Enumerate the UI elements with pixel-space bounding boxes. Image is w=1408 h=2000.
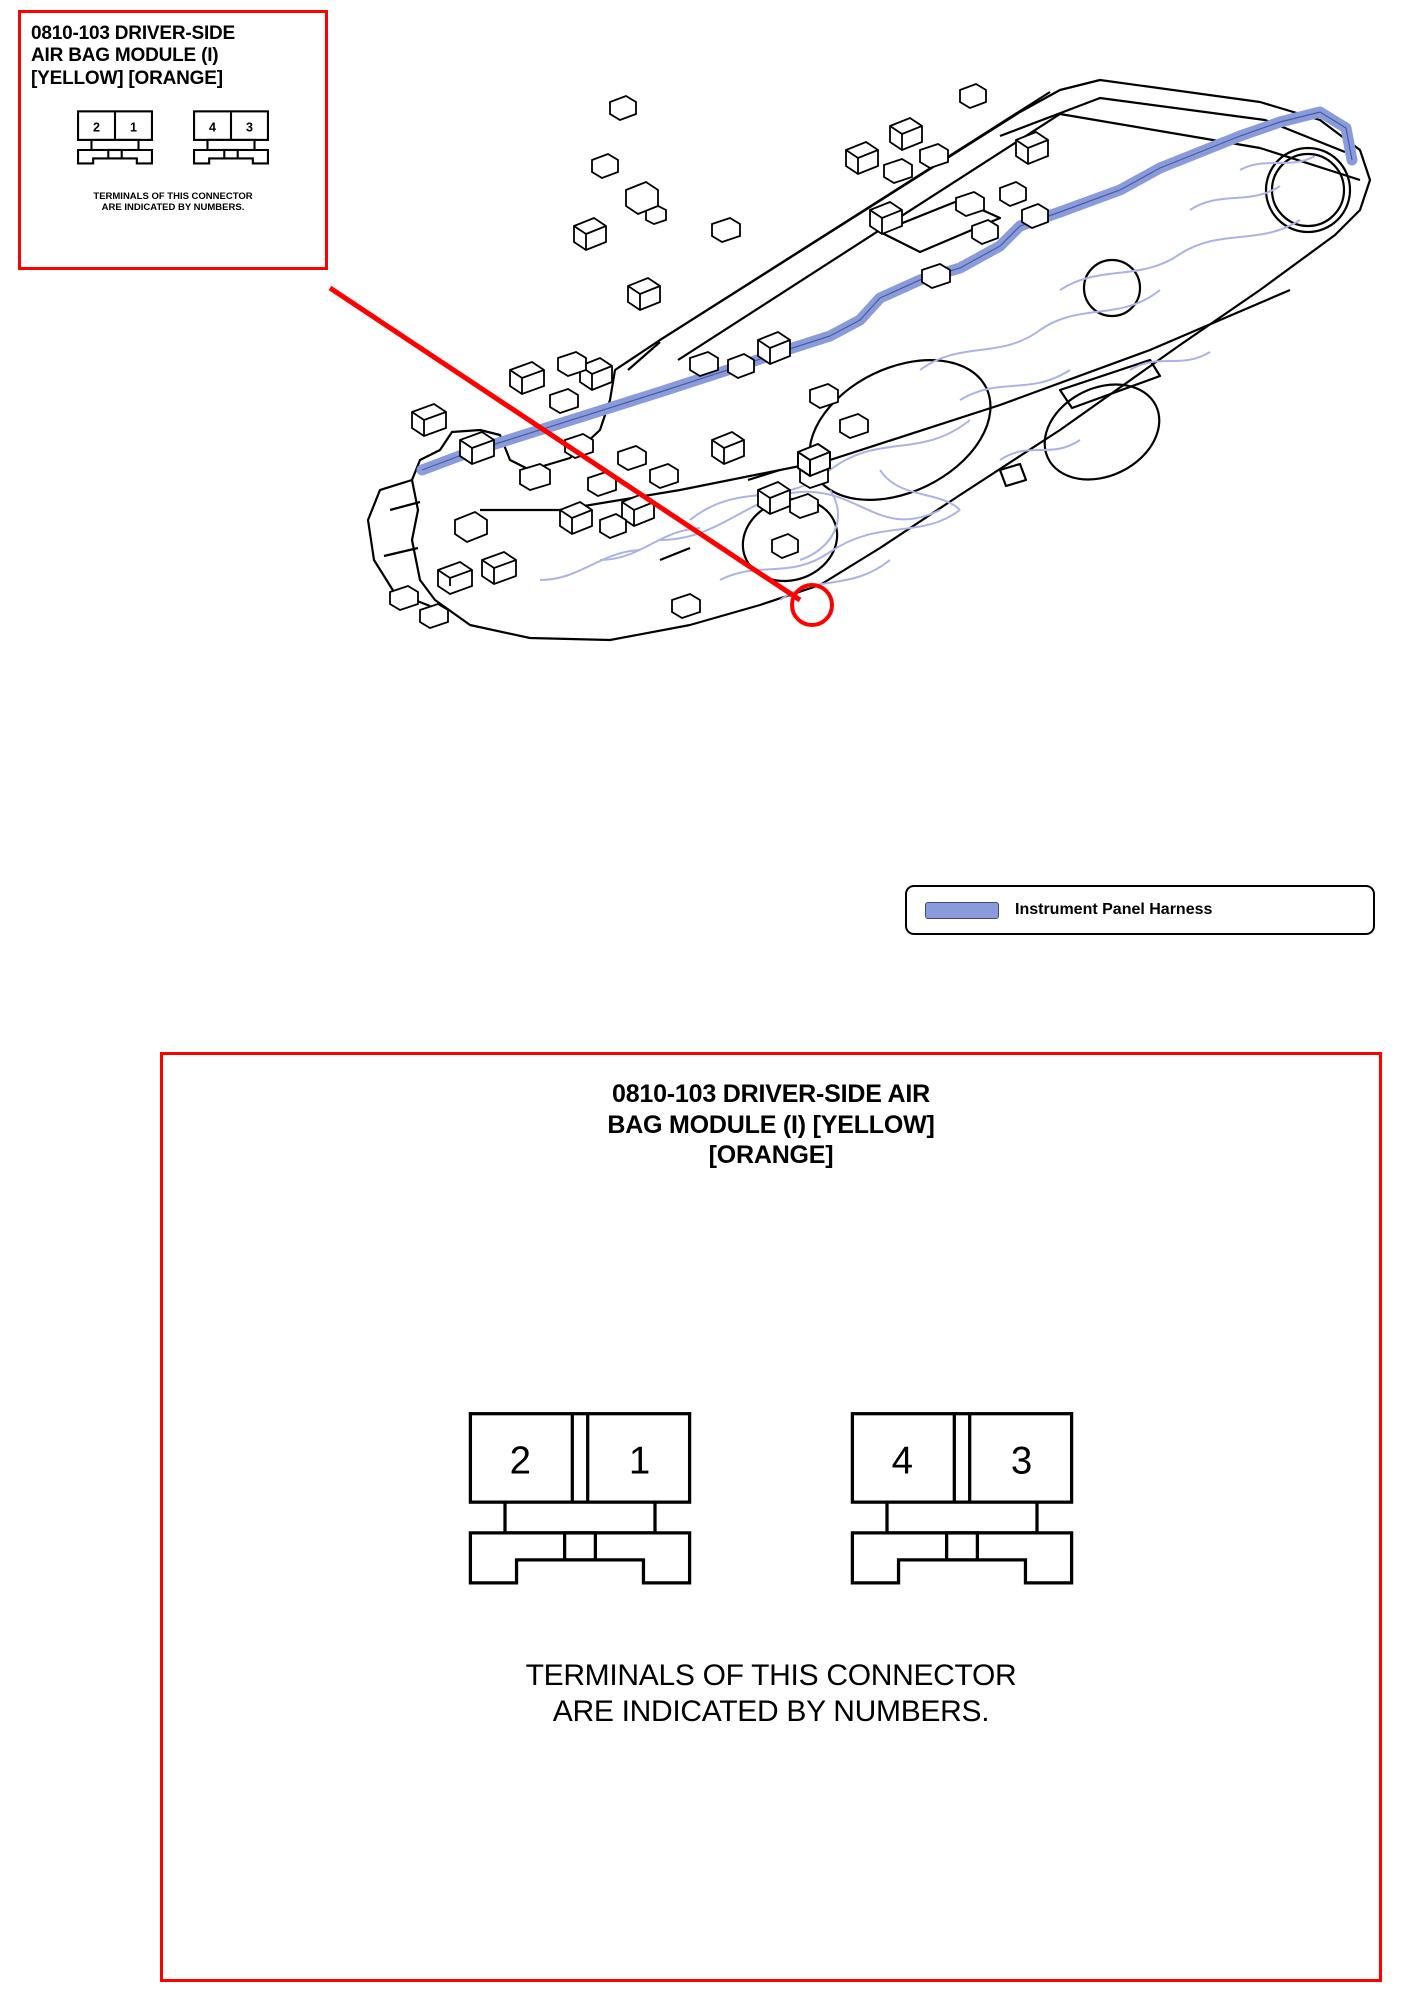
detail-right-terminal-4: 4	[891, 1438, 914, 1482]
callout-title-line-1: 0810-103 DRIVER-SIDE	[31, 23, 236, 44]
legend-label: Instrument Panel Harness	[1015, 901, 1213, 918]
detail-note	[163, 1658, 1379, 1730]
callout-title-line-3: [YELLOW] [ORANGE]	[31, 67, 223, 89]
callout-right-terminal-4: 4	[209, 120, 217, 135]
legend	[905, 885, 1375, 935]
instrument-panel-illustration	[360, 40, 1380, 650]
callout-left-terminal-2: 2	[93, 120, 101, 135]
detail-title-line-1: 0810-103 DRIVER-SIDE AIR	[611, 1080, 930, 1108]
callout-connector-group	[21, 108, 325, 168]
callout-box	[18, 10, 328, 270]
callout-right-terminal-3: 3	[245, 120, 253, 135]
connector-icon-right-small	[189, 108, 273, 168]
detail-right-terminal-3: 3	[1010, 1438, 1033, 1482]
detail-left-terminal-2: 2	[509, 1438, 532, 1482]
callout-note-line-1: TERMINALS OF THIS CONNECTOR	[93, 190, 253, 202]
callout-left-terminal-1: 1	[129, 120, 137, 135]
connector-detail-panel	[160, 1052, 1382, 1982]
connector-diagram-right	[837, 1406, 1087, 1598]
legend-swatch-instrument-panel-harness	[925, 902, 999, 919]
callout-title	[21, 13, 325, 90]
detail-connector-group	[163, 1406, 1379, 1598]
callout-title-line-2: AIR BAG MODULE (I)	[31, 45, 219, 67]
callout-note-line-2: ARE INDICATED BY NUMBERS.	[101, 202, 245, 214]
detail-left-terminal-1: 1	[628, 1438, 651, 1482]
detail-title-line-3: [ORANGE]	[708, 1141, 834, 1169]
callout-note	[21, 191, 325, 214]
detail-title	[163, 1079, 1379, 1171]
connector-diagram-left	[455, 1406, 705, 1598]
detail-note-line-2: ARE INDICATED BY NUMBERS.	[552, 1694, 990, 1728]
detail-title-line-2: BAG MODULE (I) [YELLOW]	[607, 1110, 935, 1139]
connector-icon-left-small	[73, 108, 157, 168]
detail-note-line-1: TERMINALS OF THIS CONNECTOR	[525, 1658, 1017, 1692]
connector-block	[412, 404, 446, 436]
